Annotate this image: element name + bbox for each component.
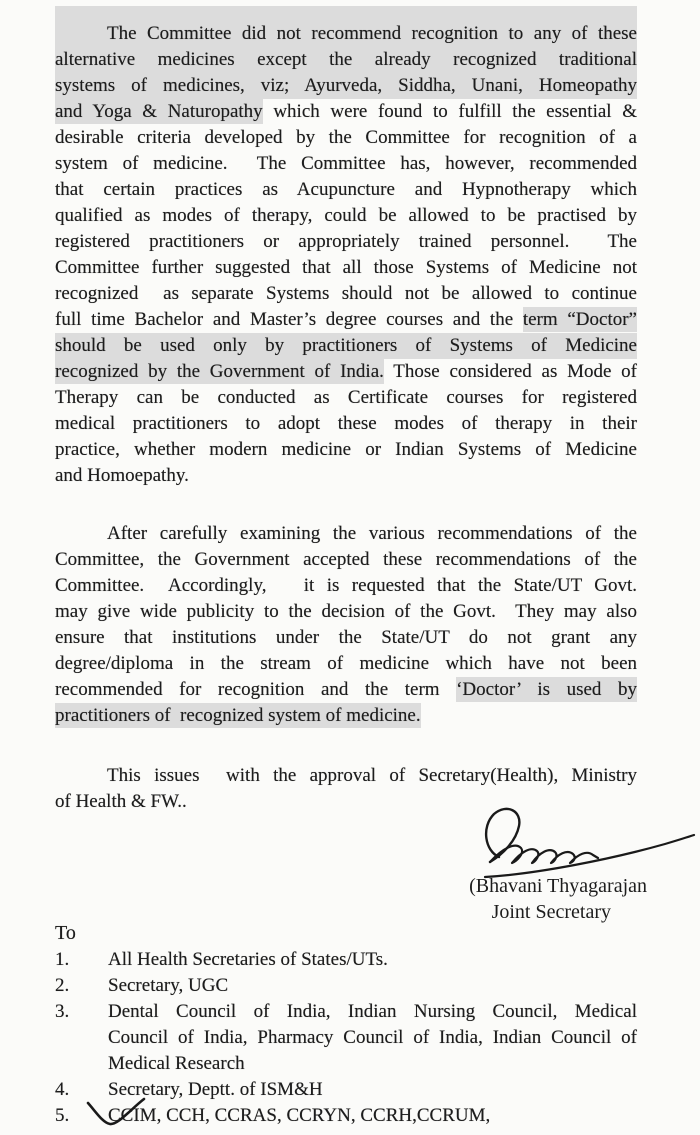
text-line — [55, 463, 637, 489]
to-label: To — [55, 922, 76, 944]
text-line — [55, 703, 637, 729]
line-text: may give wide publicity to the decision of the Govt. They may also — [55, 601, 637, 622]
line-text: Committee, the Government accepted these recommendations of the — [55, 549, 637, 570]
list-number: 2. — [55, 975, 70, 996]
line-text: of Health & FW.. — [55, 791, 187, 812]
text-line — [55, 547, 637, 573]
line-text: full time Bachelor and Master’s degree courses and the — [55, 309, 523, 330]
line-text: ensure that institutions under the State/UT do not grant any — [55, 627, 637, 648]
text-line — [55, 73, 637, 99]
text-line — [55, 125, 637, 151]
text-line — [55, 177, 637, 203]
list-item — [55, 999, 637, 1077]
text-line — [55, 625, 637, 651]
list-number: 4. — [55, 1079, 70, 1100]
list-item-text: CCIM, CCH, CCRAS, CCRYN, CCRH,CCRUM, — [108, 1105, 491, 1126]
line-text: registered practitioners or appropriately trained personnel. The — [55, 231, 637, 252]
list-item-text: Dental Council of India, Indian Nursing Council, Medical — [108, 1001, 637, 1022]
text-line — [55, 411, 637, 437]
list-number: 3. — [55, 1001, 70, 1022]
line-text: should be used only by practitioners of Systems of Medicine — [55, 335, 637, 356]
scanned-letter-page — [55, 6, 647, 1129]
line-text: After carefully examining the various recommendations of the — [107, 523, 637, 544]
line-text: recommended for recognition and the term — [55, 679, 457, 700]
list-item-text: Secretary, Deptt. of ISM&H — [108, 1079, 323, 1100]
text-line — [55, 763, 637, 789]
handwritten-checkmark-icon — [84, 1096, 148, 1132]
text-line — [55, 47, 637, 73]
signature-block — [55, 815, 647, 923]
highlighted-text: term “Doctor” — [522, 309, 637, 330]
text-line — [55, 359, 637, 385]
text-line — [55, 599, 637, 625]
handwritten-signature-icon — [427, 799, 697, 885]
line-text: that certain practices as Acupuncture and Hypnotherapy which — [55, 179, 637, 200]
text-line — [55, 255, 637, 281]
text-line — [55, 203, 637, 229]
line-text: Those considered as Mode of — [383, 361, 638, 382]
text-line — [55, 281, 637, 307]
text-line — [55, 333, 637, 359]
line-text: desirable criteria developed by the Committee for recognition of a — [55, 127, 637, 148]
text-line — [55, 385, 637, 411]
line-text: This issues with the approval of Secretary(Health), Ministry — [107, 765, 637, 786]
signatory-title: Joint Secretary — [491, 901, 611, 923]
text-line — [55, 437, 637, 463]
list-item-text: All Health Secretaries of States/UTs. — [108, 949, 388, 970]
text-line — [55, 229, 637, 255]
line-text: Therapy can be conducted as Certificate courses for registered — [55, 387, 637, 408]
list-item-text: Medical Research — [108, 1053, 245, 1074]
text-line — [55, 521, 637, 547]
line-text: systems of medicines, viz; Ayurveda, Siddha, Unani, Homeopathy — [55, 75, 637, 96]
highlighted-text: practitioners of recognized system of medicine. — [55, 705, 421, 726]
text-line — [55, 21, 637, 47]
distribution-list — [55, 919, 637, 1129]
text-line — [55, 99, 637, 125]
text-line — [55, 677, 637, 703]
line-text: practice, whether modern medicine or Indian Systems of Medicine — [55, 439, 637, 460]
line-text: alternative medicines except the already recognized traditional — [55, 49, 637, 70]
text-line — [55, 573, 637, 599]
text-line — [55, 151, 637, 177]
list-item — [55, 973, 637, 999]
list-item — [55, 1103, 637, 1129]
list-number: 5. — [55, 1105, 70, 1126]
text-line — [55, 651, 637, 677]
line-text: Committee. Accordingly, it is requested that the State/UT Govt. — [55, 575, 637, 596]
line-text: which were found to fulfill the essential & — [262, 101, 638, 122]
list-item — [55, 947, 637, 973]
line-text: and Homoepathy. — [55, 465, 189, 486]
list-number: 1. — [55, 949, 70, 970]
line-text: medical practitioners to adopt these modes of therapy in their — [55, 413, 637, 434]
highlighted-text: and Yoga & Naturopathy — [55, 101, 263, 122]
line-text: recognized as separate Systems should not be allowed to continue — [55, 283, 637, 304]
line-text: The Committee did not recommend recognition to any of these — [107, 23, 637, 44]
highlighted-text: ‘Doctor’ is used by — [456, 679, 637, 700]
highlight-top-padding — [55, 6, 637, 21]
line-text: qualified as modes of therapy, could be allowed to be practised by — [55, 205, 637, 226]
paragraph-government-acceptance — [55, 521, 637, 729]
paragraph-committee-recommendation — [55, 21, 637, 489]
list-item-text: Secretary, UGC — [108, 975, 229, 996]
text-line — [55, 307, 637, 333]
line-text: Committee further suggested that all those Systems of Medicine not — [55, 257, 637, 278]
line-text: system of medicine. The Committee has, however, recommended — [55, 153, 637, 174]
line-text: degree/diploma in the stream of medicine which have not been — [55, 653, 637, 674]
signatory-name: (Bhavani Thyagarajan — [469, 875, 647, 897]
highlighted-text: recognized by the Government of India. — [55, 361, 384, 382]
list-item-text: Council of India, Pharmacy Council of India, Indian Council of — [108, 1027, 637, 1048]
